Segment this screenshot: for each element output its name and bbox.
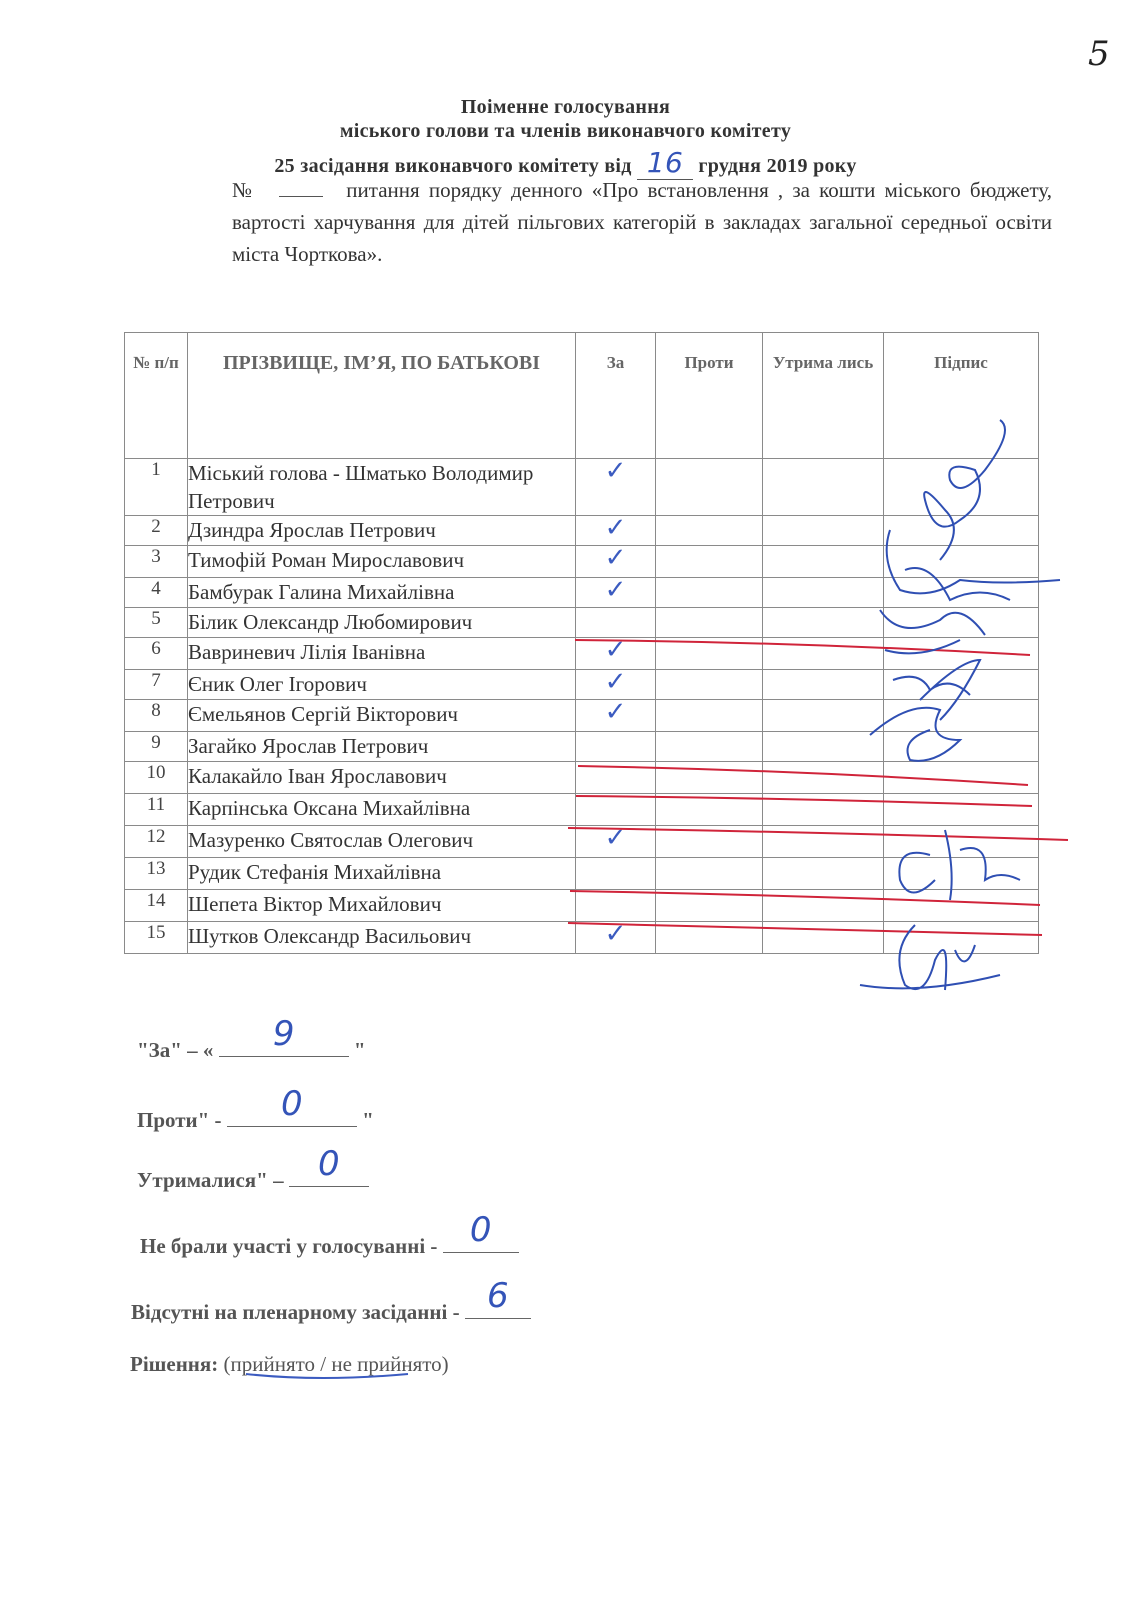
result-abstained — [137, 1144, 369, 1193]
result-abstained-label: Утрималися" – — [137, 1168, 284, 1192]
row-vote-for: ✓ — [576, 670, 656, 700]
result-for-value: 9 — [272, 1014, 295, 1054]
row-number: 7 — [125, 670, 188, 700]
row-number: 12 — [125, 826, 188, 858]
row-name: Вавриневич Лілія Іванівна — [188, 638, 576, 670]
result-absent-label: Відсутні на пленарному засіданні - — [131, 1300, 460, 1324]
row-name: Дзиндра Ярослав Петрович — [188, 516, 576, 546]
row-vote-for: ✓ — [576, 516, 656, 546]
decision — [130, 1352, 449, 1377]
result-absent-value: 6 — [487, 1276, 509, 1316]
decision-label: Рішення: — [130, 1352, 219, 1376]
signature-icon — [870, 708, 960, 761]
col-signature: Підпис — [884, 333, 1039, 459]
row-number: 8 — [125, 700, 188, 732]
signature-icon — [899, 830, 1020, 900]
col-name: ПРІЗВИЩЕ, ІМ’Я, ПО БАТЬКОВІ — [188, 333, 576, 459]
row-name: Мазуренко Святослав Олегович — [188, 826, 576, 858]
result-for — [137, 1014, 366, 1063]
row-name: Бамбурак Галина Михайлівна — [188, 578, 576, 608]
strike-row-11 — [568, 828, 1068, 840]
result-against-close: " — [362, 1108, 374, 1132]
result-against — [137, 1084, 374, 1133]
strike-row-5 — [575, 640, 1030, 655]
row-vote-for: ✓ — [576, 826, 656, 858]
signature-icon — [860, 925, 1000, 990]
row-name: Білик Олександр Любомирович — [188, 608, 576, 638]
result-not-voted — [140, 1210, 519, 1259]
row-number: 1 — [125, 459, 188, 516]
row-number: 6 — [125, 638, 188, 670]
row-vote-for: ✓ — [576, 578, 656, 608]
row-number: 15 — [125, 922, 188, 954]
row-number: 4 — [125, 578, 188, 608]
col-abstained: Утрима лись — [763, 333, 884, 459]
row-vote-for: ✓ — [576, 546, 656, 578]
row-number: 14 — [125, 890, 188, 922]
row-number: 13 — [125, 858, 188, 890]
row-name: Міський голова - Шматько Володимир Петрович — [188, 459, 576, 516]
doc-title: Поіменне голосування — [460, 96, 671, 118]
row-number: 10 — [125, 762, 188, 794]
result-not-voted-label: Не брали участі у голосуванні - — [140, 1234, 438, 1258]
row-vote-for: ✓ — [576, 922, 656, 954]
col-number: № п/п — [125, 333, 188, 459]
doc-subtitle: міського голови та членів виконавчого комітету — [339, 120, 792, 142]
strike-row-9 — [578, 766, 1028, 785]
signature-icon — [924, 420, 1005, 560]
page-number: 5 — [1088, 34, 1110, 74]
col-against: Проти — [656, 333, 763, 459]
row-vote-for: ✓ — [576, 700, 656, 732]
signature-icon — [887, 530, 1060, 600]
row-name: Єник Олег Ігорович — [188, 670, 576, 700]
row-vote-for: ✓ — [576, 459, 656, 516]
result-against-value: 0 — [280, 1084, 303, 1124]
row-name: Карпінська Оксана Михайлівна — [188, 794, 576, 826]
result-for-label: "За" – « — [137, 1038, 214, 1062]
col-for: За — [576, 333, 656, 459]
row-name: Шепета Віктор Михайлович — [188, 890, 576, 922]
absent-strike-lines — [568, 640, 1068, 935]
row-number: 5 — [125, 608, 188, 638]
meeting-day: 16 — [646, 146, 684, 179]
row-number: 3 — [125, 546, 188, 578]
row-number: 11 — [125, 794, 188, 826]
result-against-label: Проти" - — [137, 1108, 222, 1132]
row-vote-for: ✓ — [576, 638, 656, 670]
row-name: Загайко Ярослав Петрович — [188, 732, 576, 762]
strike-row-14 — [568, 923, 1042, 935]
row-name: Ємельянов Сергій Вікторович — [188, 700, 576, 732]
result-for-close: " — [353, 1038, 366, 1062]
agenda-question: питання порядку денного «Про встановлення , за кошти міського бюджету, вартості харчування для дітей пільгових категорій в закладах загальної середньої освіти міста Чорткова». — [232, 178, 1052, 266]
decision-options: (прийнято / не прийнято) — [223, 1352, 449, 1376]
meeting-prefix: 25 засідання виконавчого комітету від — [274, 155, 632, 177]
result-absent — [131, 1276, 531, 1325]
row-name: Шутков Олександр Васильович — [188, 922, 576, 954]
row-name: Рудик Стефанія Михайлівна — [188, 858, 576, 890]
strike-row-13 — [570, 891, 1040, 905]
signature-icon — [880, 610, 985, 653]
meeting-suffix: грудня 2019 року — [698, 155, 857, 177]
result-not-voted-value: 0 — [469, 1210, 492, 1250]
agenda-number-label: № — [232, 178, 256, 202]
result-abstained-value: 0 — [318, 1144, 340, 1184]
row-name: Тимофій Роман Мирославович — [188, 546, 576, 578]
row-name: Калакайло Іван Ярославович — [188, 762, 576, 794]
row-number: 2 — [125, 516, 188, 546]
strike-row-10 — [576, 796, 1032, 806]
row-number: 9 — [125, 732, 188, 762]
